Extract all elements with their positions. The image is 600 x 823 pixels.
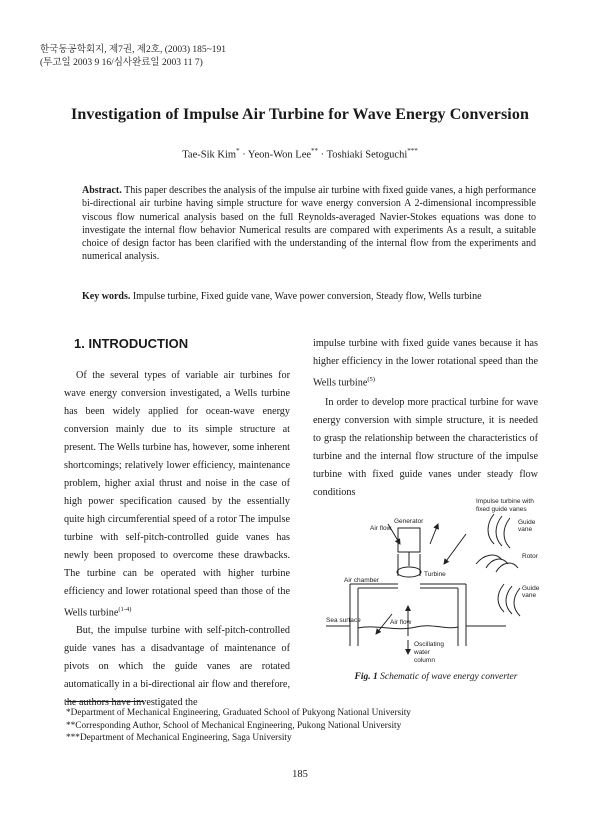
paper-title: Investigation of Impulse Air Turbine for Wave Energy Conversion bbox=[71, 106, 529, 123]
section-heading: 1. INTRODUCTION bbox=[74, 336, 189, 351]
label-air-chamber: Air chamber bbox=[344, 577, 380, 584]
keywords-label: Key words. bbox=[82, 291, 131, 302]
figure-schematic bbox=[326, 494, 551, 670]
figure-caption-text: Schematic of wave energy converter bbox=[380, 672, 518, 682]
paragraph-text: Of the several types of variable air turbines for wave energy conversion investigated, a Wells turbine has been widely applied for ocean-wave energy conversion mainly due to its simple structure at present. The Wells turbine has, however, some inherent shortcomings; relatively lower efficiency, maintenance problem, higher axial thrust and noise in the case of high power specification caused by the essentially quite high circumferential speed of a rotor The impulse turbine with self-pitch-controlled guide vanes has newly been proposed to overcome these drawbacks. The turbine can be operated with higher turbine efficiency and lower rotational speed than those of the Wells turbine bbox=[64, 370, 290, 619]
affiliation-mark: *** bbox=[407, 147, 418, 155]
footnotes bbox=[66, 707, 411, 745]
page-number: 185 bbox=[292, 769, 308, 780]
author-name: Toshiaki Setoguchi bbox=[326, 149, 408, 161]
abstract-label: Abstract. bbox=[82, 185, 122, 196]
author-separator: · bbox=[239, 149, 248, 161]
label-owc-1: Oscillating bbox=[414, 641, 444, 648]
label-sea-surface: Sea surface bbox=[326, 617, 361, 624]
author-name: Yeon-Won Lee bbox=[247, 149, 312, 161]
label-guide-vane-bot-1: Guide bbox=[522, 585, 540, 592]
affiliation-mark: ** bbox=[311, 147, 319, 155]
abstract bbox=[82, 184, 536, 264]
journal-header bbox=[40, 44, 226, 70]
paragraph: But, the impulse turbine with self-pitch-controlled guide vanes has a disadvantage of maintenance of pivots on which the guide vanes are rotated automatically in a bi-directional air flow and therefore, the authors have investigated the bbox=[64, 625, 290, 709]
label-owc-3: column bbox=[414, 657, 435, 664]
journal-citation: 한국동공학회지, 제7권, 제2호, (2003) 185~191 bbox=[40, 45, 227, 55]
author-list bbox=[0, 147, 600, 161]
label-air-flow-top: Air flow bbox=[370, 525, 392, 532]
generator-box bbox=[398, 528, 420, 552]
footnote: *Department of Mechanical Engineering, Graduated School of Pukyong National University bbox=[66, 708, 411, 718]
footnote: **Corresponding Author, School of Mechanical Engineering, Pukong National University bbox=[66, 720, 402, 731]
figure-caption-label: Fig. 1 bbox=[354, 672, 378, 682]
keywords-text: Impulse turbine, Fixed guide vane, Wave power conversion, Steady flow, Wells turbine bbox=[132, 291, 482, 302]
chamber-right-wall bbox=[458, 584, 466, 646]
paragraph-text: impulse turbine with fixed guide vanes because it has higher efficiency in the lower rotational speed than the Wells turbine bbox=[313, 338, 538, 389]
label-turbine: Turbine bbox=[424, 571, 446, 578]
abstract-text: This paper describes the analysis of the impulse air turbine with fixed guide vanes, a high performance bi-directional air turbine having simple structure for wave energy conversion A 2-dimensional incompressible viscous flow numerical analysis based on the full Reynolds-averaged Navier-Stokes equations was done to investigate the internal flow behavior Numerical results are compared with experiments As a result, a suitable choice of design factor has been clarified with the understanding of the internal flow from the experiments and numerical analysis. bbox=[82, 185, 537, 263]
affiliation-mark: * bbox=[236, 147, 240, 155]
wave-energy-converter-diagram bbox=[326, 494, 551, 670]
label-impulse-1: Impulse turbine with bbox=[476, 498, 534, 505]
author-name: Tae-Sik Kim bbox=[182, 149, 237, 161]
left-column bbox=[64, 367, 290, 712]
label-guide-vane-top-1: Guide bbox=[518, 519, 536, 526]
label-guide-vane-top-2: vane bbox=[518, 526, 533, 533]
figure-caption bbox=[326, 672, 546, 682]
received-dates: (투고일 2003 9 16/심사완료일 2003 11 7) bbox=[40, 58, 203, 68]
label-owc-2: water bbox=[414, 649, 430, 656]
label-guide-vane-bot-2: vane bbox=[522, 592, 537, 599]
paragraph bbox=[64, 367, 290, 622]
citation-ref: (5) bbox=[367, 376, 375, 383]
label-rotor: Rotor bbox=[522, 553, 538, 560]
label-air-flow-inner: Air flow bbox=[390, 619, 412, 626]
keywords bbox=[82, 290, 536, 303]
right-column bbox=[313, 335, 538, 502]
label-generator: Generator bbox=[394, 518, 424, 525]
chamber-left-wall bbox=[350, 584, 358, 646]
label-impulse-2: fixed guide vanes bbox=[476, 506, 527, 513]
footnote-rule bbox=[66, 701, 144, 702]
footnote: ***Department of Mechanical Engineering, Saga University bbox=[66, 733, 292, 743]
turbine-rotor bbox=[397, 567, 421, 577]
citation-ref: (1-4) bbox=[118, 606, 132, 613]
author-separator: · bbox=[318, 149, 327, 161]
paragraph: In order to develop more practical turbine for wave energy conversion with simple structure, it is needed to grasp the relationship between the characteristics of turbine and the internal flow structure of the impulse turbine with fixed guide vanes under steady flow conditions bbox=[313, 397, 538, 499]
paragraph bbox=[313, 335, 538, 392]
